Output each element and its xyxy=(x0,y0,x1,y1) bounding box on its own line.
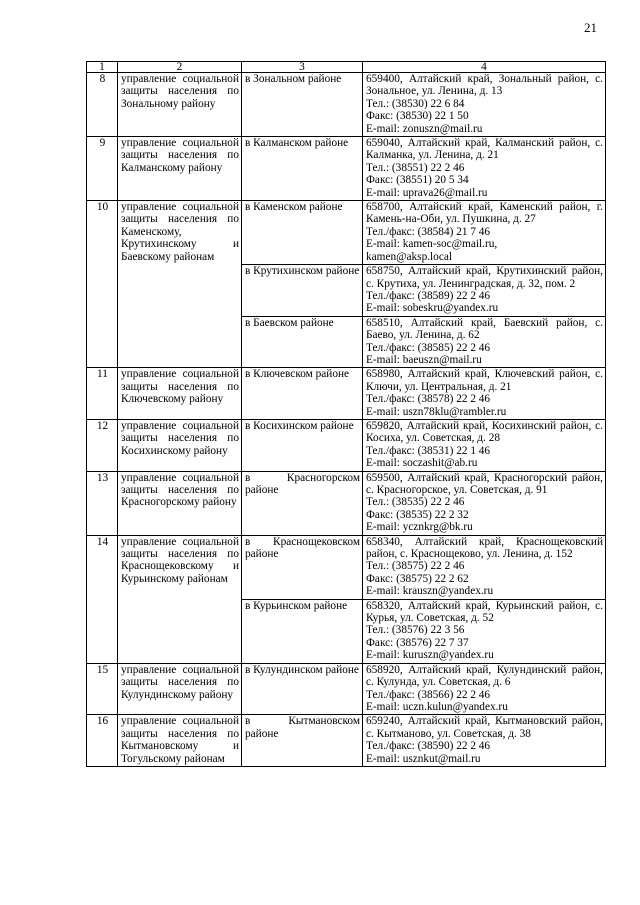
table-row xyxy=(87,715,606,767)
contact-line: Факс: (38535) 22 2 32 xyxy=(366,508,469,521)
offices-table xyxy=(86,61,606,767)
table-body xyxy=(87,73,606,767)
contact-line: E-mail: krauszn@yandex.ru xyxy=(366,585,494,598)
header-col-4: 4 xyxy=(363,62,606,73)
district-name: в Краснощековском районе xyxy=(242,535,363,599)
contact-line: 658920, Алтайский край, Кулундинский район, с. Кулунда, ул. Советская, д. 6 xyxy=(366,663,603,689)
contact-line: Тел./факс: (38531) 22 1 46 xyxy=(366,444,491,457)
contact-line: Тел./факс: (38590) 22 2 46 xyxy=(366,740,491,753)
table-row xyxy=(87,535,606,599)
district-name: в Калманском районе xyxy=(242,137,363,201)
table-row xyxy=(87,201,606,265)
row-number: 16 xyxy=(87,715,118,767)
table-row xyxy=(87,663,606,715)
table-row xyxy=(87,419,606,471)
contact-line: Тел./факс: (38589) 22 2 46 xyxy=(366,289,491,302)
organization-name: управление социальной защиты населения по Ключевскому району xyxy=(118,368,242,420)
row-number: 15 xyxy=(87,663,118,715)
header-row xyxy=(87,62,606,73)
contact-line: E-mail: uczn.kulun@yandex.ru xyxy=(366,700,508,713)
district-name: в Кытмановском районе xyxy=(242,715,363,767)
header-col-2: 2 xyxy=(118,62,242,73)
district-name: в Курьинском районе xyxy=(242,599,363,663)
contact-line: Тел.: (38575) 22 2 46 xyxy=(366,560,465,573)
contact-line: 658750, Алтайский край, Крутихинский район, с. Крутиха, ул. Ленинградская, д. 32, пом. 2 xyxy=(366,265,603,290)
organization-name: управление социальной защиты населения по Зональному району xyxy=(118,73,242,137)
district-name: в Крутихинском районе xyxy=(242,265,363,317)
organization-name: управление социальной защиты населения по Красногорскому району xyxy=(118,471,242,535)
table-row xyxy=(87,73,606,137)
district-name: в Зональном районе xyxy=(242,73,363,137)
contact-line: E-mail: uprava26@mail.ru xyxy=(366,186,488,199)
organization-name: управление социальной защиты населения по Калманскому району xyxy=(118,137,242,201)
contact-line: Тел.: (38535) 22 2 46 xyxy=(366,496,465,509)
contact-line: 658980, Алтайский край, Ключевский район, с. Ключи, ул. Центральная, д. 21 xyxy=(366,368,603,393)
contact-line: Тел./факс: (38585) 22 2 46 xyxy=(366,341,491,354)
header-col-1: 1 xyxy=(87,62,118,73)
district-name: в Каменском районе xyxy=(242,201,363,265)
contact-line: Тел.: (38530) 22 6 84 xyxy=(366,97,465,110)
contact-line: Факс: (38551) 20 5 34 xyxy=(366,174,469,187)
contact-line: E-mail: baeuszn@mail.ru xyxy=(366,353,482,366)
contact-details xyxy=(363,535,606,599)
row-number: 9 xyxy=(87,137,118,201)
district-name: в Ключевском районе xyxy=(242,368,363,420)
page-number: 21 xyxy=(584,20,597,35)
contact-details xyxy=(363,73,606,137)
contact-details xyxy=(363,137,606,201)
contact-line: Тел.: (38551) 22 2 46 xyxy=(366,161,465,174)
contact-line: 659400, Алтайский край, Зональный район, с. Зональное, ул. Ленина, д. 13 xyxy=(366,73,603,98)
organization-name: управление социальной защиты населения по Косихинскому району xyxy=(118,419,242,471)
contact-line: 659820, Алтайский край, Косихинский район, с. Косиха, ул. Советская, д. 28 xyxy=(366,419,603,445)
district-name: в Баевском районе xyxy=(242,316,363,368)
district-name: в Кулундинском районе xyxy=(242,663,363,715)
contact-line: Тел./факс: (38584) 21 7 46 xyxy=(366,225,491,238)
district-name: в Красногорском районе xyxy=(242,471,363,535)
row-number: 11 xyxy=(87,368,118,420)
contact-line: Факс: (38575) 22 2 62 xyxy=(366,572,469,585)
organization-name: управление социальной защиты населения по Кытмановскому и Тогульскому районам xyxy=(118,715,242,767)
contact-line: E-mail: ycznkrg@bk.ru xyxy=(366,521,473,534)
contact-line: Тел./факс: (38566) 22 2 46 xyxy=(366,688,491,701)
contact-line: 658340, Алтайский край, Краснощековский район, с. Краснощеково, ул. Ленина, д. 152 xyxy=(366,535,603,561)
contact-line: Факс: (38576) 22 7 37 xyxy=(366,636,469,649)
organization-name: управление социальной защиты населения по Каменскому, Крутихинскому и Баевскому районам xyxy=(118,201,242,368)
contact-line: 658510, Алтайский край, Баевский район, с. Баево, ул. Ленина, д. 62 xyxy=(366,316,603,342)
contact-line: 659240, Алтайский край, Кытмановский район, с. Кытманово, ул. Советская, д. 38 xyxy=(366,715,603,740)
organization-name: управление социальной защиты населения по Кулундинскому району xyxy=(118,663,242,715)
contact-line: E-mail: kuruszn@yandex.ru xyxy=(366,649,494,662)
contact-line: 659040, Алтайский край, Калманский район, с. Калманка, ул. Ленина, д. 21 xyxy=(366,137,603,162)
district-name: в Косихинском районе xyxy=(242,419,363,471)
contact-details xyxy=(363,419,606,471)
contact-details xyxy=(363,599,606,663)
row-number: 10 xyxy=(87,201,118,368)
contact-line: 658320, Алтайский край, Курьинский район, с. Курья, ул. Советская, д. 52 xyxy=(366,599,603,625)
header-col-3: 3 xyxy=(242,62,363,73)
contact-line: E-mail: uszn78klu@rambler.ru xyxy=(366,405,507,418)
contact-line: E-mail: soczashit@ab.ru xyxy=(366,457,478,470)
contact-details xyxy=(363,663,606,715)
organization-name: управление социальной защиты населения по Краснощековскому и Курьинскому районам xyxy=(118,535,242,663)
contact-line: E-mail: zonuszn@mail.ru xyxy=(366,122,483,135)
contact-line: Факс: (38530) 22 1 50 xyxy=(366,110,469,123)
contact-details xyxy=(363,368,606,420)
contact-line: E-mail: sobeskru@yandex.ru xyxy=(366,302,499,315)
row-number: 12 xyxy=(87,419,118,471)
contact-details xyxy=(363,471,606,535)
contact-line: kamen@aksp.local xyxy=(366,250,453,263)
table-row xyxy=(87,137,606,201)
contact-line: Тел.: (38576) 22 3 56 xyxy=(366,624,465,637)
table-row xyxy=(87,471,606,535)
row-number: 14 xyxy=(87,535,118,663)
row-number: 13 xyxy=(87,471,118,535)
row-number: 8 xyxy=(87,73,118,137)
contact-details xyxy=(363,715,606,767)
contact-details xyxy=(363,265,606,317)
contact-line: E-mail: usznkut@mail.ru xyxy=(366,752,481,765)
contact-details xyxy=(363,201,606,265)
contact-line: 658700, Алтайский край, Каменский район, г. Камень-на-Оби, ул. Пушкина, д. 27 xyxy=(366,201,603,226)
contact-line: Тел./факс: (38578) 22 2 46 xyxy=(366,393,491,406)
contact-details xyxy=(363,316,606,368)
contact-line: E-mail: kamen-soc@mail.ru, xyxy=(366,238,498,251)
table-row xyxy=(87,368,606,420)
contact-line: 659500, Алтайский край, Красногорский район, с. Красногорское, ул. Советская, д. 91 xyxy=(366,471,603,496)
